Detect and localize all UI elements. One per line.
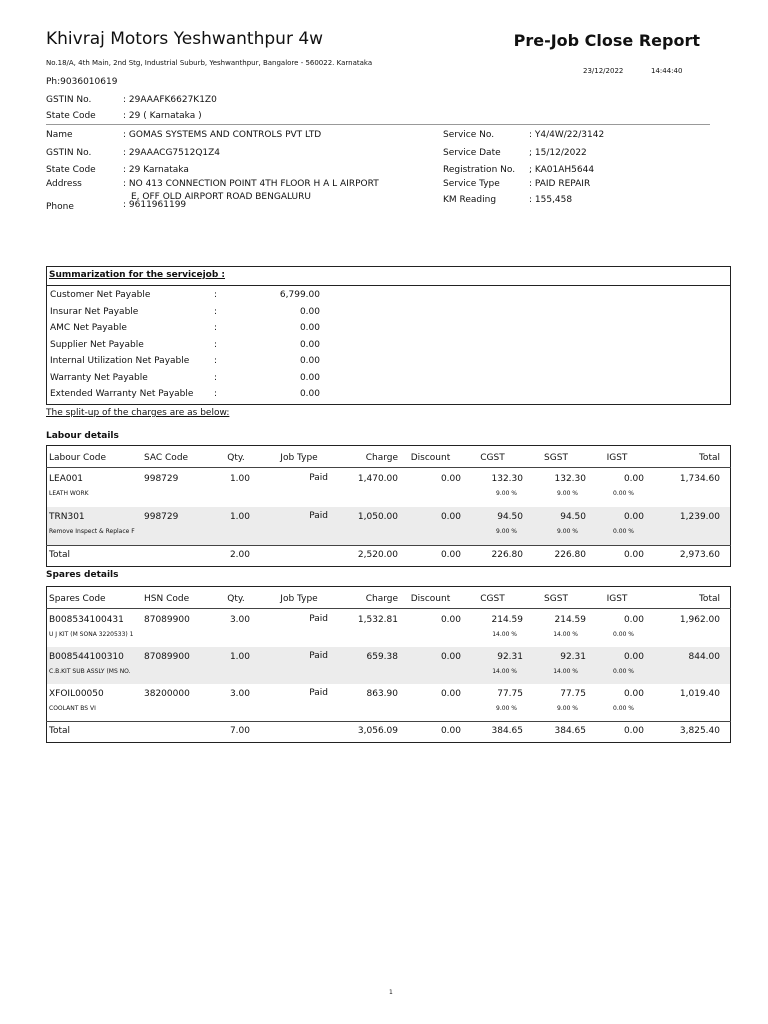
summary-label: Customer Net Payable bbox=[50, 290, 151, 300]
hsn-sac-header: SAC Code bbox=[144, 453, 189, 463]
job-type: Paid bbox=[309, 651, 328, 661]
spares-table-total-divider bbox=[46, 721, 731, 722]
summary-colon: : bbox=[214, 323, 218, 333]
spares-table-header-divider bbox=[46, 608, 731, 609]
total-label: Total bbox=[49, 550, 71, 560]
service-type-value: : PAID REPAIR bbox=[529, 179, 591, 189]
total-discount: 0.00 bbox=[440, 550, 461, 560]
summary-box bbox=[46, 266, 731, 405]
total-cgst: 226.80 bbox=[491, 550, 523, 560]
job-type: Paid bbox=[309, 511, 328, 521]
summary-value: 0.00 bbox=[299, 339, 320, 350]
sgst-amount: 92.31 bbox=[560, 652, 586, 662]
sac-code: 998729 bbox=[144, 474, 179, 484]
sgst-rate: 9.00 % bbox=[557, 528, 578, 535]
grand-total: 3,825.40 bbox=[679, 726, 720, 736]
cgst-rate: 14.00 % bbox=[492, 668, 517, 675]
charge: 1,532.81 bbox=[357, 615, 398, 625]
km-reading-label: KM Reading bbox=[443, 195, 497, 205]
customer-name-value: : GOMAS SYSTEMS AND CONTROLS PVT LTD bbox=[123, 130, 322, 140]
igst-amount: 0.00 bbox=[623, 689, 644, 699]
page-number: 1 bbox=[389, 989, 393, 996]
total-sgst: 384.65 bbox=[554, 726, 586, 736]
qty: 3.00 bbox=[229, 689, 250, 699]
customer-state-value: : 29 Karnataka bbox=[123, 165, 189, 175]
header-divider bbox=[46, 124, 710, 125]
company-gstin-value: : 29AAAFK6627K1Z0 bbox=[123, 95, 217, 105]
service-no-label: Service No. bbox=[443, 130, 495, 140]
qty-header: Qty. bbox=[227, 594, 245, 604]
cgst-header: CGST bbox=[480, 594, 505, 604]
registration-value: ; KA01AH5644 bbox=[529, 165, 595, 175]
summary-label: Warranty Net Payable bbox=[50, 372, 148, 383]
discount: 0.00 bbox=[440, 474, 461, 484]
qty: 3.00 bbox=[229, 615, 250, 625]
summary-value: 0.00 bbox=[299, 372, 320, 383]
charge: 863.90 bbox=[366, 689, 398, 699]
discount: 0.00 bbox=[440, 689, 461, 699]
sgst-rate: 14.00 % bbox=[553, 668, 578, 675]
cgst-rate: 9.00 % bbox=[496, 528, 517, 535]
summary-value: 0.00 bbox=[299, 306, 320, 317]
igst-amount: 0.00 bbox=[623, 512, 644, 522]
company-state-value: : 29 ( Karnataka ) bbox=[123, 111, 202, 121]
sgst-amount: 77.75 bbox=[560, 689, 586, 699]
summary-label: Internal Utilization Net Payable bbox=[50, 356, 190, 366]
summary-value: 0.00 bbox=[299, 323, 320, 333]
total-igst: 0.00 bbox=[623, 726, 644, 736]
discount: 0.00 bbox=[440, 615, 461, 625]
hsn-sac-header: HSN Code bbox=[144, 594, 190, 604]
registration-label: Registration No. bbox=[443, 165, 516, 175]
igst-header: IGST bbox=[606, 594, 628, 604]
discount: 0.00 bbox=[440, 652, 461, 662]
total-charge: 3,056.09 bbox=[357, 726, 398, 736]
service-no-value: : Y4/4W/22/3142 bbox=[529, 130, 605, 140]
spares-title: Spares details bbox=[46, 570, 119, 580]
sgst-amount: 94.50 bbox=[560, 512, 586, 522]
discount-header: Discount bbox=[410, 594, 451, 604]
item-description: LEATH WORK bbox=[49, 490, 89, 497]
sgst-amount: 214.59 bbox=[554, 615, 586, 625]
item-code: XFOIL00050 bbox=[49, 689, 104, 699]
summary-colon: : bbox=[214, 372, 218, 383]
split-note: The split-up of the charges are as below: bbox=[46, 408, 230, 418]
service-type-label: Service Type bbox=[443, 179, 500, 189]
code-header: Labour Code bbox=[49, 453, 107, 463]
customer-address-label: Address bbox=[46, 179, 82, 189]
cgst-amount: 214.59 bbox=[491, 615, 523, 625]
igst-rate: 0.00 % bbox=[613, 490, 634, 497]
customer-phone-label: Phone bbox=[46, 202, 74, 212]
grand-total: 2,973.60 bbox=[679, 550, 720, 560]
item-code: B008534100431 bbox=[49, 615, 124, 625]
item-description: U J KIT (M SONA 3220533) 1 bbox=[49, 631, 134, 638]
cgst-amount: 92.31 bbox=[497, 652, 523, 662]
customer-address-line1: : NO 413 CONNECTION POINT 4TH FLOOR H A L AIRPORT bbox=[123, 179, 379, 189]
igst-rate: 0.00 % bbox=[613, 668, 634, 675]
sgst-header: SGST bbox=[544, 453, 568, 463]
qty: 1.00 bbox=[229, 474, 250, 484]
item-code: LEA001 bbox=[49, 474, 84, 484]
summary-label: Supplier Net Payable bbox=[50, 339, 144, 350]
cgst-amount: 77.75 bbox=[497, 689, 523, 699]
item-description: COOLANT BS VI bbox=[49, 705, 96, 712]
hsn-code: 38200000 bbox=[144, 689, 190, 699]
sgst-rate: 9.00 % bbox=[557, 490, 578, 497]
report-date: 23/12/2022 bbox=[583, 67, 624, 75]
summary-value: 6,799.00 bbox=[279, 290, 320, 300]
summary-title-divider bbox=[46, 285, 731, 286]
total-discount: 0.00 bbox=[440, 726, 461, 736]
discount: 0.00 bbox=[440, 512, 461, 522]
charge: 1,050.00 bbox=[357, 512, 398, 522]
summary-label: Insurar Net Payable bbox=[50, 306, 139, 317]
cgst-rate: 9.00 % bbox=[496, 705, 517, 712]
labour-title: Labour details bbox=[46, 431, 119, 441]
item-description: C.B.KIT SUB ASSLY (MS NO. bbox=[49, 668, 131, 675]
customer-gstin-value: : 29AAACG7512Q1Z4 bbox=[123, 148, 221, 158]
km-reading-value: : 155,458 bbox=[529, 195, 573, 205]
summary-colon: : bbox=[214, 339, 218, 350]
summary-label: Extended Warranty Net Payable bbox=[50, 389, 194, 399]
hsn-code: 87089900 bbox=[144, 652, 190, 662]
company-name: Khivraj Motors Yeshwanthpur 4w bbox=[46, 29, 324, 49]
sgst-rate: 9.00 % bbox=[557, 705, 578, 712]
customer-gstin-label: GSTIN No. bbox=[46, 148, 92, 158]
igst-amount: 0.00 bbox=[623, 474, 644, 484]
cgst-header: CGST bbox=[480, 453, 505, 463]
summary-colon: : bbox=[214, 290, 218, 300]
summary-value: 0.00 bbox=[299, 389, 320, 399]
total-cgst: 384.65 bbox=[491, 726, 523, 736]
qty-header: Qty. bbox=[227, 453, 245, 463]
igst-rate: 0.00 % bbox=[613, 528, 634, 535]
line-total: 1,734.60 bbox=[679, 474, 720, 484]
labour-table-header-divider bbox=[46, 467, 731, 468]
job-type-header: Job Type bbox=[280, 453, 318, 463]
total-label: Total bbox=[49, 726, 71, 736]
sgst-rate: 14.00 % bbox=[553, 631, 578, 638]
sgst-amount: 132.30 bbox=[554, 474, 586, 484]
company-phone: Ph:9036010619 bbox=[46, 77, 118, 87]
summary-colon: : bbox=[214, 389, 218, 399]
charge: 659.38 bbox=[366, 652, 398, 662]
customer-name-label: Name bbox=[46, 130, 73, 140]
cgst-amount: 132.30 bbox=[491, 474, 523, 484]
igst-rate: 0.00 % bbox=[613, 631, 634, 638]
line-total: 1,019.40 bbox=[679, 689, 720, 699]
igst-rate: 0.00 % bbox=[613, 705, 634, 712]
charge: 1,470.00 bbox=[357, 474, 398, 484]
code-header: Spares Code bbox=[49, 594, 106, 604]
charge-header: Charge bbox=[365, 453, 398, 463]
job-type: Paid bbox=[309, 473, 328, 483]
job-type-header: Job Type bbox=[280, 594, 318, 604]
customer-phone-value: : 9611961199 bbox=[123, 200, 187, 210]
summary-colon: : bbox=[214, 356, 218, 366]
total-header: Total bbox=[698, 453, 720, 463]
summary-label: AMC Net Payable bbox=[50, 323, 127, 333]
total-sgst: 226.80 bbox=[554, 550, 586, 560]
total-qty: 2.00 bbox=[229, 550, 250, 560]
total-igst: 0.00 bbox=[623, 550, 644, 560]
service-date-label: Service Date bbox=[443, 148, 501, 158]
cgst-rate: 14.00 % bbox=[492, 631, 517, 638]
customer-address-line2: E, OFF OLD AIRPORT ROAD BENGALURU bbox=[131, 192, 311, 202]
job-type: Paid bbox=[309, 614, 328, 624]
sgst-header: SGST bbox=[544, 594, 568, 604]
total-charge: 2,520.00 bbox=[357, 550, 398, 560]
qty: 1.00 bbox=[229, 512, 250, 522]
item-description: Remove Inspect & Replace F bbox=[49, 528, 135, 535]
total-qty: 7.00 bbox=[229, 726, 250, 736]
summary-title: Summarization for the servicejob : bbox=[49, 270, 226, 280]
igst-amount: 0.00 bbox=[623, 615, 644, 625]
igst-amount: 0.00 bbox=[623, 652, 644, 662]
total-header: Total bbox=[698, 594, 720, 604]
summary-colon: : bbox=[214, 306, 218, 317]
labour-table-frame bbox=[46, 445, 731, 567]
igst-header: IGST bbox=[606, 453, 628, 463]
customer-state-label: State Code bbox=[46, 165, 96, 175]
line-total: 844.00 bbox=[688, 652, 720, 662]
cgst-rate: 9.00 % bbox=[496, 490, 517, 497]
sac-code: 998729 bbox=[144, 512, 179, 522]
service-date-value: ; 15/12/2022 bbox=[529, 148, 587, 158]
line-total: 1,239.00 bbox=[679, 512, 720, 522]
company-address: No.18/A, 4th Main, 2nd Stg, Industrial Suburb, Yeshwanthpur, Bangalore - 560022. Karnataka bbox=[46, 59, 373, 67]
line-total: 1,962.00 bbox=[679, 615, 720, 625]
company-gstin-label: GSTIN No. bbox=[46, 95, 92, 105]
hsn-code: 87089900 bbox=[144, 615, 190, 625]
cgst-amount: 94.50 bbox=[497, 512, 523, 522]
company-state-label: State Code bbox=[46, 111, 96, 121]
charge-header: Charge bbox=[365, 594, 398, 604]
report-title: Pre-Job Close Report bbox=[513, 31, 700, 50]
discount-header: Discount bbox=[410, 453, 451, 463]
item-code: TRN301 bbox=[49, 512, 85, 522]
labour-table-total-divider bbox=[46, 545, 731, 546]
item-code: B008544100310 bbox=[49, 652, 124, 662]
summary-value: 0.00 bbox=[299, 356, 320, 366]
qty: 1.00 bbox=[229, 652, 250, 662]
report-time: 14:44:40 bbox=[651, 67, 683, 75]
job-type: Paid bbox=[309, 688, 328, 698]
